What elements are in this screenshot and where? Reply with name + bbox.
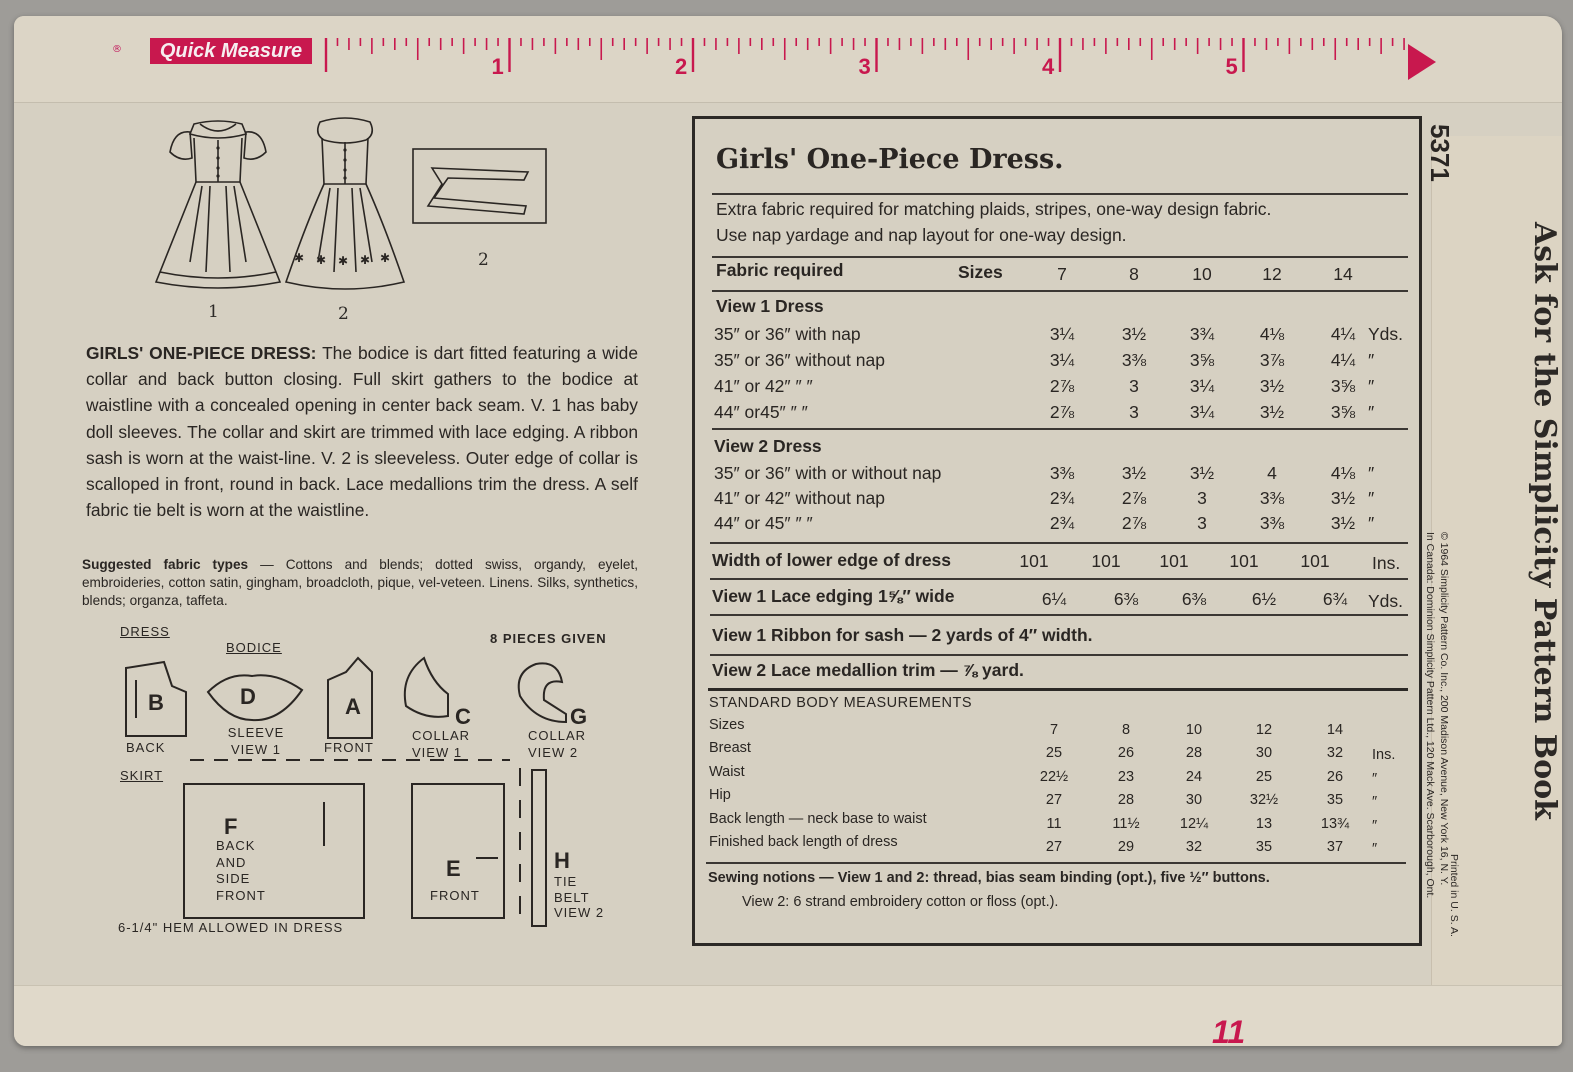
ruler-inch-label: 1 — [491, 54, 504, 79]
measurement-value: 27 — [1045, 839, 1063, 855]
fabric-row-label: 41″ or 42″ without nap — [714, 488, 885, 508]
yardage-value: 3½ — [1330, 488, 1356, 508]
fabric-row-label: 44″ or45″ ″ ″ — [714, 402, 808, 422]
piece-b-name: BACK — [126, 740, 166, 755]
view1-label: 1 — [208, 302, 219, 322]
measurement-label: Breast — [709, 740, 751, 756]
description-heading: GIRLS' ONE-PIECE DRESS: — [86, 343, 317, 363]
measurement-value: 30 — [1185, 792, 1203, 808]
view1-dress-sketch — [150, 112, 286, 297]
chart-title: Girls' One-Piece Dress. — [716, 144, 1064, 175]
svg-text:✱: ✱ — [338, 254, 349, 268]
divider — [710, 614, 1408, 616]
chart-note-1: Extra fabric required for matching plaids, stripes, one-way design fabric. — [716, 199, 1272, 219]
fabrics-heading: Suggested fabric types — [82, 557, 249, 572]
measurement-value: 24 — [1185, 768, 1203, 785]
view2-dress-sketch — [280, 112, 410, 297]
lace-value: 6¾ — [1322, 589, 1348, 609]
measurement-value: 32½ — [1249, 792, 1279, 808]
measurements-heading: STANDARD BODY MEASUREMENTS — [709, 695, 973, 711]
measurement-value: 35 — [1255, 839, 1273, 855]
piece-e-name: FRONT — [430, 888, 480, 903]
unit-label: ″ — [1368, 402, 1375, 422]
ruler-inch-label: 2 — [675, 54, 688, 79]
measurement-value: 11 — [1046, 815, 1062, 832]
ask-for-book: Ask for the Simplicity Pattern Book — [1527, 222, 1562, 820]
ruler-inch-label: 5 — [1225, 54, 1238, 79]
measurement-value: 28 — [1117, 792, 1135, 808]
yardage-value: 2⅞ — [1121, 488, 1147, 508]
measurement-value: 30 — [1255, 745, 1273, 761]
ruler-inch-label: 3 — [858, 54, 871, 79]
divider — [708, 688, 1408, 691]
bottom-mark: 11 — [1212, 1014, 1246, 1050]
piece-c-name: COLLAR VIEW 1 — [412, 728, 471, 760]
pattern-number: 5371 — [1425, 124, 1455, 182]
dress-label: DRESS — [120, 624, 170, 639]
measurement-label: Finished back length of dress — [709, 834, 898, 850]
bottom-flap — [14, 985, 1562, 1046]
lace-value: 6⅜ — [1113, 589, 1139, 609]
yardage-value: 3⅜ — [1049, 463, 1075, 483]
measurement-value: 28 — [1185, 745, 1203, 761]
unit-label: Ins. — [1372, 553, 1401, 573]
measurement-value: 23 — [1117, 768, 1135, 785]
yardage-value: 4⅛ — [1259, 324, 1285, 344]
svg-text:✱: ✱ — [294, 251, 305, 265]
yardage-value: 2¾ — [1049, 488, 1075, 508]
measurement-value: 35 — [1326, 792, 1344, 808]
bodice-label: BODICE — [226, 640, 282, 655]
fabric-row-label: 35″ or 36″ with nap — [714, 324, 861, 344]
measurement-value: 12¼ — [1179, 815, 1209, 832]
yardage-value: 2⅞ — [1121, 513, 1147, 533]
yardage-value: 3¼ — [1049, 324, 1075, 344]
yardage-value: 4 — [1267, 463, 1277, 483]
yardage-value: 3½ — [1330, 513, 1356, 533]
yardage-value: 3 — [1197, 488, 1207, 508]
ribbon-row: View 1 Ribbon for sash — 2 yards of 4″ width. — [712, 625, 1093, 645]
piece-h-letter: H — [554, 848, 570, 873]
canada-notice: In Canada: Dominion Simplicity Pattern Ltd., 120 Mack Ave. Scarborough, Ont. — [1424, 532, 1436, 899]
size-header: 8 — [1129, 264, 1139, 284]
tie-belt-sketch — [412, 148, 548, 226]
yardage-value: 3½ — [1189, 463, 1215, 483]
size-header: 10 — [1192, 264, 1212, 284]
unit-label: ″ — [1368, 513, 1375, 533]
piece-h-name: TIE BELT VIEW 2 — [554, 874, 605, 920]
belt-view-label: 2 — [478, 250, 489, 270]
measurement-label: Back length — neck base to waist — [709, 810, 927, 827]
measurement-value: 29 — [1117, 839, 1135, 855]
measurement-value: 26 — [1117, 745, 1135, 761]
unit-label: ″ — [1368, 376, 1375, 396]
hem-note: 6-1/4" HEM ALLOWED IN DRESS — [118, 920, 344, 935]
width-value: 101 — [1159, 551, 1189, 571]
divider — [706, 862, 1406, 864]
divider — [712, 428, 1408, 430]
yardage-value: 3½ — [1121, 324, 1147, 344]
yardage-value: 3¼ — [1049, 350, 1075, 370]
unit-label: ″ — [1372, 841, 1378, 857]
fabric-row-label: 44″ or 45″ ″ ″ — [714, 513, 813, 533]
medallion-row: View 2 Lace medallion trim — ⅞ yard. — [712, 660, 1024, 680]
measurement-value: 25 — [1045, 745, 1063, 761]
ruler-inch-label: 4 — [1042, 54, 1055, 79]
measurement-value: 27 — [1045, 792, 1063, 808]
lace-value: 6¼ — [1041, 589, 1067, 609]
piece-f-name: BACK AND SIDE FRONT — [216, 838, 266, 903]
yardage-value: 3¼ — [1189, 376, 1215, 396]
yardage-value: 3⅝ — [1330, 402, 1356, 422]
chart-note-2: Use nap yardage and nap layout for one-way design. — [716, 225, 1127, 245]
measurement-value: 32 — [1185, 839, 1203, 855]
measurement-label: Waist — [709, 763, 745, 780]
svg-text:✱: ✱ — [360, 253, 371, 267]
piece-c-letter: C — [455, 704, 471, 729]
unit-label: ″ — [1368, 488, 1375, 508]
divider — [710, 542, 1408, 544]
unit-label: ″ — [1372, 794, 1378, 810]
piece-g-letter: G — [570, 704, 588, 729]
copyright: © 1964 Simplicity Pattern Co. Inc., 200 Madison Avenue, New York 16, N. Y. — [1438, 532, 1450, 886]
ruler-inch-label: 6 — [1409, 54, 1422, 79]
yardage-value: 2⅞ — [1049, 402, 1075, 422]
notions-line-2: View 2: 6 strand embroidery cotton or floss (opt.). — [742, 894, 1059, 910]
unit-label: Yds. — [1368, 324, 1404, 344]
skirt-label: SKIRT — [120, 768, 164, 783]
measurements-sizes-label: Sizes — [709, 717, 745, 733]
yardage-value: 3 — [1129, 376, 1139, 396]
size-header: 7 — [1057, 264, 1067, 284]
width-value: 101 — [1229, 551, 1259, 571]
yardage-value: 4¼ — [1330, 324, 1356, 344]
fabrics-body: — Cottons and blends; dotted swiss, organdy, eyelet, embroideries, cotton satin, gingham, broadcloth, pique, vel-veteen. Linens. Silks, synthetics, blends; organza, taffeta. — [82, 557, 638, 608]
yardage-value: 2¾ — [1049, 513, 1075, 533]
measurement-value: 22½ — [1039, 768, 1069, 785]
description — [86, 340, 638, 523]
yardage-value: 3½ — [1259, 376, 1285, 396]
fabric-row-label: 35″ or 36″ with or without nap — [714, 463, 942, 483]
ruler-arrow-icon — [1408, 44, 1436, 80]
piece-e-letter: E — [446, 856, 461, 881]
measurement-label: Hip — [709, 787, 731, 803]
quick-measure-label: Quick Measure — [150, 38, 312, 64]
svg-text:✱: ✱ — [380, 251, 391, 265]
yardage-value: 3¼ — [1189, 402, 1215, 422]
yardage-value: 4⅛ — [1330, 463, 1356, 483]
yardage-value: 3 — [1197, 513, 1207, 533]
measure-size-header: 12 — [1255, 722, 1273, 738]
sizes-label: Sizes — [958, 262, 1003, 282]
width-value: 101 — [1019, 551, 1049, 571]
divider — [712, 290, 1408, 292]
pattern-pieces-diagram — [110, 650, 620, 940]
measure-size-header: 8 — [1121, 722, 1131, 738]
yardage-value: 3 — [1129, 402, 1139, 422]
lace-value: 6½ — [1251, 589, 1277, 609]
divider — [712, 193, 1408, 195]
registered-mark: ® — [112, 44, 122, 55]
width-value: 101 — [1300, 551, 1330, 571]
measure-size-header: 7 — [1049, 722, 1059, 738]
unit-label: Yds. — [1368, 591, 1404, 611]
piece-b-letter: B — [148, 690, 164, 715]
width-value: 101 — [1091, 551, 1121, 571]
divider — [712, 256, 1408, 258]
size-header: 14 — [1333, 264, 1353, 284]
fabric-required-label: Fabric required — [716, 260, 844, 280]
measurement-value: 37 — [1326, 839, 1344, 855]
yardage-value: 4¼ — [1330, 350, 1356, 370]
lace-value: 6⅜ — [1181, 589, 1207, 609]
notions-line-1: Sewing notions — View 1 and 2: thread, bias seam binding (opt.), five ½″ buttons. — [708, 870, 1270, 886]
piece-d-letter: D — [240, 684, 256, 709]
yardage-value: 3⅜ — [1121, 350, 1147, 370]
yardage-value: 3⅜ — [1259, 488, 1285, 508]
yardage-value: 3⅝ — [1189, 350, 1215, 370]
measurement-value: 26 — [1326, 768, 1344, 785]
yardage-value: 3½ — [1259, 402, 1285, 422]
piece-a-name: FRONT — [324, 740, 374, 755]
lace-row-label: View 1 Lace edging 1⅝″ wide — [712, 586, 955, 606]
yardage-value: 3¾ — [1189, 324, 1215, 344]
yardage-value: 3½ — [1121, 463, 1147, 483]
size-header: 12 — [1262, 264, 1282, 284]
view1-dress-heading: View 1 Dress — [716, 296, 824, 316]
measurement-value: 13¾ — [1320, 815, 1350, 832]
yardage-value: 3⅝ — [1330, 376, 1356, 396]
unit-label: ″ — [1372, 817, 1378, 834]
unit-label: ″ — [1372, 770, 1378, 787]
piece-g-name: COLLAR VIEW 2 — [528, 728, 587, 760]
fabric-row-label: 35″ or 36″ without nap — [714, 350, 885, 370]
suggested-fabrics — [82, 556, 638, 610]
view2-label: 2 — [338, 304, 349, 324]
pieces-given: 8 PIECES GIVEN — [490, 631, 607, 646]
unit-label: ″ — [1368, 463, 1375, 483]
width-row-label: Width of lower edge of dress — [712, 550, 952, 570]
measure-size-header: 10 — [1185, 722, 1203, 738]
measure-size-header: 14 — [1326, 722, 1344, 738]
yardage-value: 3⅜ — [1259, 513, 1285, 533]
measurement-value: 11½ — [1112, 815, 1140, 832]
description-body: The bodice is dart fitted featuring a wide collar and back button closing. Full skirt gathers to the bodice at waistline with a concealed opening in center back seam. V. 1 has baby doll sleeves. The collar and skirt are trimmed with lace edging. A ribbon sash is worn at the waist-line. V. 2 is sleeveless. Outer edge of collar is scalloped in front, round in back. Lace medallions trim the dress. A self fabric tie belt is worn at the waistline. — [86, 343, 638, 521]
measurement-value: 32 — [1326, 745, 1344, 761]
divider — [710, 578, 1408, 580]
unit-label: ″ — [1368, 350, 1375, 370]
unit-label: Ins. — [1372, 747, 1396, 763]
view2-dress-heading: View 2 Dress — [714, 436, 822, 456]
piece-d-name: SLEEVE VIEW 1 — [227, 725, 285, 757]
piece-f-letter: F — [224, 814, 238, 839]
fabric-row-label: 41″ or 42″ ″ ″ — [714, 376, 813, 396]
printed-in: Printed in U. S. A. — [1448, 854, 1460, 937]
yardage-value: 3⅞ — [1259, 350, 1285, 370]
measurement-value: 25 — [1255, 768, 1273, 785]
yardage-value: 2⅞ — [1049, 376, 1075, 396]
divider — [710, 654, 1408, 656]
measurement-value: 13 — [1255, 815, 1273, 832]
svg-text:✱: ✱ — [316, 253, 327, 267]
piece-a-letter: A — [345, 694, 361, 719]
